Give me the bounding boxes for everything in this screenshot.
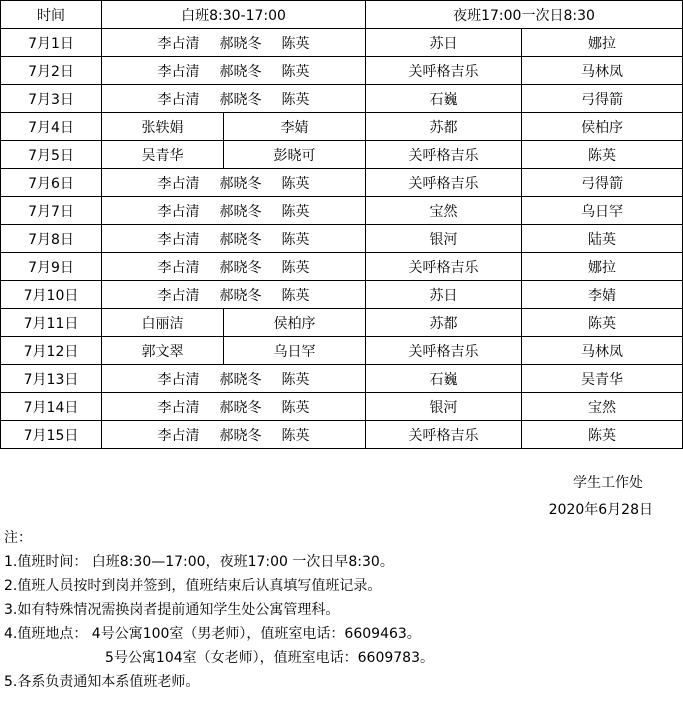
header-time: 时间 bbox=[1, 1, 102, 29]
staff-name: 陈英 bbox=[281, 427, 310, 444]
staff-name: 陈英 bbox=[281, 287, 310, 304]
notes-title: 注： bbox=[4, 530, 32, 546]
table-row bbox=[1, 309, 683, 337]
staff-name: 陈英 bbox=[281, 175, 310, 192]
day-shift-cell: 侯柏序 bbox=[224, 309, 366, 337]
date-cell: 7月3日 bbox=[1, 85, 102, 113]
night-shift-cell: 乌日罕 bbox=[522, 197, 683, 225]
date-cell: 7月2日 bbox=[1, 57, 102, 85]
date-cell: 7月8日 bbox=[1, 225, 102, 253]
staff-name: 陈英 bbox=[281, 259, 310, 276]
table-row bbox=[1, 29, 683, 57]
staff-name: 郝晓冬 bbox=[219, 63, 262, 80]
day-shift-cell bbox=[102, 197, 366, 225]
night-shift-cell: 弓得箭 bbox=[522, 169, 683, 197]
note-item: 2.值班人员按时到岗并签到，值班结束后认真填写值班记录。 bbox=[4, 578, 382, 594]
day-shift-cell: 彭晓可 bbox=[224, 141, 366, 169]
night-shift-cell: 关呼格吉乐 bbox=[366, 253, 522, 281]
staff-name: 李占清 bbox=[157, 427, 200, 444]
table-row bbox=[1, 197, 683, 225]
night-shift-cell: 李婧 bbox=[522, 281, 683, 309]
table-row bbox=[1, 141, 683, 169]
notes-section bbox=[4, 526, 680, 694]
date-cell: 7月1日 bbox=[1, 29, 102, 57]
staff-name: 李占清 bbox=[157, 35, 200, 52]
staff-name: 郝晓冬 bbox=[219, 91, 262, 108]
table-row bbox=[1, 421, 683, 449]
note-item: 3.如有特殊情况需换岗者提前通知学生处公寓管理科。 bbox=[4, 602, 340, 618]
staff-name: 陈英 bbox=[281, 203, 310, 220]
night-shift-cell: 陈英 bbox=[522, 141, 683, 169]
night-shift-cell: 苏都 bbox=[366, 113, 522, 141]
day-shift-cell: 吴青华 bbox=[102, 141, 224, 169]
night-shift-cell: 陈英 bbox=[522, 421, 683, 449]
staff-name: 郝晓冬 bbox=[219, 427, 262, 444]
staff-name: 陈英 bbox=[281, 91, 310, 108]
day-shift-cell: 张轶娟 bbox=[102, 113, 224, 141]
night-shift-cell: 关呼格吉乐 bbox=[366, 57, 522, 85]
day-shift-cell: 白丽洁 bbox=[102, 309, 224, 337]
date-cell: 7月14日 bbox=[1, 393, 102, 421]
table-row bbox=[1, 225, 683, 253]
note-item-continued: 5号公寓104室（女老师），值班室电话：6609783。 bbox=[105, 650, 434, 666]
day-shift-cell bbox=[102, 281, 366, 309]
date-cell: 7月7日 bbox=[1, 197, 102, 225]
day-shift-cell bbox=[102, 365, 366, 393]
night-shift-cell: 银河 bbox=[366, 393, 522, 421]
staff-name: 李占清 bbox=[157, 63, 200, 80]
night-shift-cell: 娜拉 bbox=[522, 253, 683, 281]
staff-name: 李占清 bbox=[157, 287, 200, 304]
night-shift-cell: 苏日 bbox=[366, 29, 522, 57]
night-shift-cell: 马林凤 bbox=[522, 57, 683, 85]
day-shift-cell bbox=[102, 225, 366, 253]
staff-name: 李占清 bbox=[157, 259, 200, 276]
date-cell: 7月10日 bbox=[1, 281, 102, 309]
date-cell: 7月13日 bbox=[1, 365, 102, 393]
day-shift-cell bbox=[102, 57, 366, 85]
issuer-org: 学生工作处 bbox=[573, 475, 643, 491]
table-header-row bbox=[1, 1, 683, 29]
staff-name: 李占清 bbox=[157, 399, 200, 416]
table-row bbox=[1, 113, 683, 141]
staff-name: 郝晓冬 bbox=[219, 259, 262, 276]
day-shift-cell bbox=[102, 253, 366, 281]
night-shift-cell: 银河 bbox=[366, 225, 522, 253]
day-shift-cell bbox=[102, 29, 366, 57]
staff-name: 郝晓冬 bbox=[219, 371, 262, 388]
staff-name: 李占清 bbox=[157, 203, 200, 220]
date-cell: 7月4日 bbox=[1, 113, 102, 141]
staff-name: 郝晓冬 bbox=[219, 399, 262, 416]
staff-name: 郝晓冬 bbox=[219, 287, 262, 304]
day-shift-cell bbox=[102, 85, 366, 113]
day-shift-cell bbox=[102, 393, 366, 421]
night-shift-cell: 苏都 bbox=[366, 309, 522, 337]
night-shift-cell: 石巍 bbox=[366, 365, 522, 393]
day-shift-cell bbox=[102, 169, 366, 197]
night-shift-cell: 宝然 bbox=[522, 393, 683, 421]
table-row bbox=[1, 169, 683, 197]
day-shift-cell: 李婧 bbox=[224, 113, 366, 141]
day-shift-cell bbox=[102, 421, 366, 449]
note-item: 1.值班时间： 白班8:30—17:00，夜班17:00 一次日早8:30。 bbox=[4, 554, 394, 570]
table-row bbox=[1, 365, 683, 393]
staff-name: 郝晓冬 bbox=[219, 231, 262, 248]
table-row bbox=[1, 281, 683, 309]
night-shift-cell: 苏日 bbox=[366, 281, 522, 309]
note-item: 5.各系负责通知本系值班老师。 bbox=[4, 674, 200, 690]
night-shift-cell: 关呼格吉乐 bbox=[366, 169, 522, 197]
date-cell: 7月12日 bbox=[1, 337, 102, 365]
night-shift-cell: 关呼格吉乐 bbox=[366, 421, 522, 449]
staff-name: 陈英 bbox=[281, 35, 310, 52]
night-shift-cell: 石巍 bbox=[366, 85, 522, 113]
night-shift-cell: 陆英 bbox=[522, 225, 683, 253]
date-cell: 7月11日 bbox=[1, 309, 102, 337]
day-shift-cell: 郭文翠 bbox=[102, 337, 224, 365]
night-shift-cell: 关呼格吉乐 bbox=[366, 337, 522, 365]
table-row bbox=[1, 57, 683, 85]
staff-name: 陈英 bbox=[281, 231, 310, 248]
staff-name: 陈英 bbox=[281, 371, 310, 388]
night-shift-cell: 弓得箭 bbox=[522, 85, 683, 113]
header-day-shift: 白班8:30-17:00 bbox=[102, 1, 366, 29]
issue-date: 2020年6月28日 bbox=[548, 502, 653, 518]
night-shift-cell: 娜拉 bbox=[522, 29, 683, 57]
staff-name: 郝晓冬 bbox=[219, 35, 262, 52]
staff-name: 郝晓冬 bbox=[219, 203, 262, 220]
staff-name: 陈英 bbox=[281, 63, 310, 80]
staff-name: 李占清 bbox=[157, 371, 200, 388]
staff-name: 李占清 bbox=[157, 175, 200, 192]
table-row bbox=[1, 85, 683, 113]
night-shift-cell: 关呼格吉乐 bbox=[366, 141, 522, 169]
header-night-shift: 夜班17:00一次日8:30 bbox=[366, 1, 683, 29]
staff-name: 李占清 bbox=[157, 231, 200, 248]
note-item: 4.值班地点： 4号公寓100室（男老师），值班室电话：6609463。 bbox=[4, 626, 421, 642]
night-shift-cell: 吴青华 bbox=[522, 365, 683, 393]
table-row bbox=[1, 253, 683, 281]
staff-name: 李占清 bbox=[157, 91, 200, 108]
night-shift-cell: 陈英 bbox=[522, 309, 683, 337]
day-shift-cell: 乌日罕 bbox=[224, 337, 366, 365]
table-row bbox=[1, 393, 683, 421]
date-cell: 7月15日 bbox=[1, 421, 102, 449]
date-cell: 7月5日 bbox=[1, 141, 102, 169]
date-cell: 7月9日 bbox=[1, 253, 102, 281]
night-shift-cell: 侯柏序 bbox=[522, 113, 683, 141]
table-row bbox=[1, 337, 683, 365]
staff-name: 郝晓冬 bbox=[219, 175, 262, 192]
night-shift-cell: 马林凤 bbox=[522, 337, 683, 365]
night-shift-cell: 宝然 bbox=[366, 197, 522, 225]
date-cell: 7月6日 bbox=[1, 169, 102, 197]
staff-name: 陈英 bbox=[281, 399, 310, 416]
